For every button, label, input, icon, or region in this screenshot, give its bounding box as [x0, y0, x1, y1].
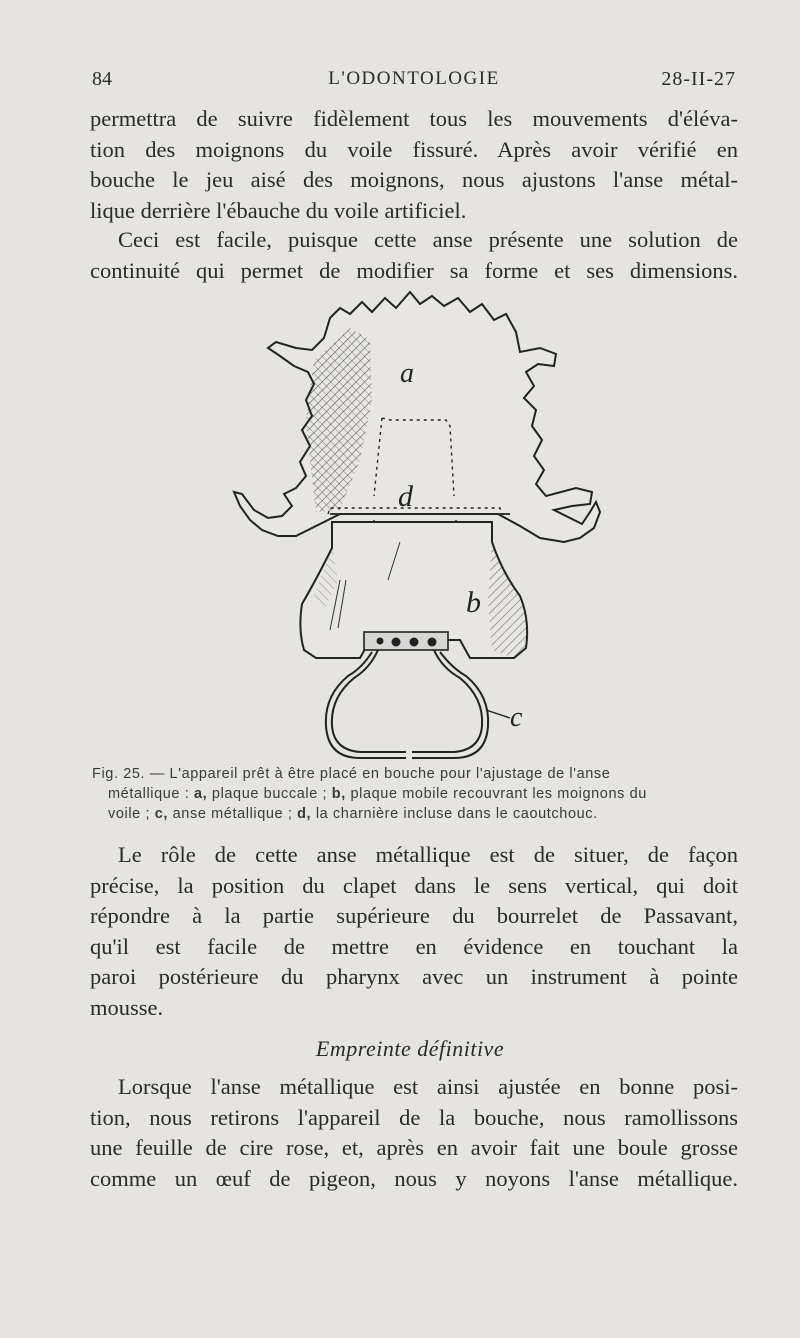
caption-text: plaque mobile recouvrant les moignons du	[345, 786, 647, 802]
buccal-plate	[234, 292, 600, 542]
text-line: précise, la position du clapet dans le sens vertical, qui doit	[90, 872, 738, 898]
text-line: une feuille de cire rose, et, après en avoir fait une boule grosse	[90, 1135, 738, 1160]
caption-line-2	[92, 784, 752, 804]
text-line: Ceci est facile, puisque cette anse présente une solution de	[118, 227, 738, 252]
page-number: 84	[92, 68, 112, 90]
paragraph-4	[90, 1072, 738, 1194]
label-a: a	[400, 358, 414, 389]
caption-text: — L'appareil prêt à être placé en bouche pour l'ajustage de l'anse	[149, 766, 611, 782]
paragraph-3	[90, 840, 738, 1023]
text-line: continuité qui permet de modifier sa forme et ses dimensions.	[90, 257, 738, 283]
section-subheading: Empreinte définitive	[315, 1036, 505, 1061]
text-line: Le rôle de cette anse métallique est de situer, de façon	[118, 842, 738, 867]
caption-key-c: c,	[154, 806, 169, 822]
caption-text: voile ;	[108, 806, 155, 822]
caption-text: anse métallique ;	[168, 806, 298, 822]
text-line: permettra de suivre fidèlement tous les mouvements d'éléva-	[90, 106, 738, 131]
figure-caption	[92, 764, 752, 824]
caption-text: plaque buccale ;	[207, 786, 332, 802]
text-line: Lorsque l'anse métallique est ainsi ajustée en bonne posi-	[118, 1074, 738, 1099]
caption-text: la charnière incluse dans le caoutchouc.	[311, 806, 598, 822]
metal-loop	[326, 650, 510, 758]
label-c: c	[510, 702, 523, 733]
text-line: tion des moignons du voile fissuré. Après avoir vérifié en	[90, 136, 738, 162]
caption-line-3	[92, 804, 752, 824]
text-line: répondre à la partie supérieure du bourrelet de Passavant,	[90, 903, 738, 928]
paragraph-2	[90, 225, 738, 286]
text-line: paroi postérieure du pharynx avec un instrument à pointe	[90, 964, 738, 989]
caption-key-d: d,	[297, 806, 312, 822]
caption-key-b: b,	[331, 786, 346, 802]
paragraph-1	[90, 104, 738, 226]
issue-date: 28-II-27	[661, 68, 736, 90]
caption-key-a: a,	[193, 786, 208, 802]
text-line: qu'il est facile de mettre en évidence en touchant la	[90, 933, 738, 959]
text-line: tion, nous retirons l'appareil de la bouche, nous ramollissons	[90, 1104, 738, 1130]
caption-fig-label: Fig. 25.	[92, 766, 146, 782]
journal-title: L'ODONTOLOGIE	[328, 68, 500, 89]
text-line: comme un œuf de pigeon, nous y noyons l'anse métallique.	[90, 1165, 738, 1191]
label-b: b	[466, 586, 481, 619]
caption-line-1	[92, 764, 752, 784]
text-line: bouche le jeu aisé des moignons, nous ajustons l'anse métal-	[90, 167, 738, 192]
caption-text: métallique :	[108, 786, 194, 802]
hinge-strip	[364, 632, 448, 650]
text-line: mousse.	[90, 994, 164, 1020]
running-header	[92, 68, 736, 96]
text-line: lique derrière l'ébauche du voile artificiel.	[90, 197, 467, 223]
prosthesis-illustration	[220, 280, 620, 760]
label-d: d	[398, 480, 413, 513]
figure-25-drawing	[220, 280, 620, 760]
